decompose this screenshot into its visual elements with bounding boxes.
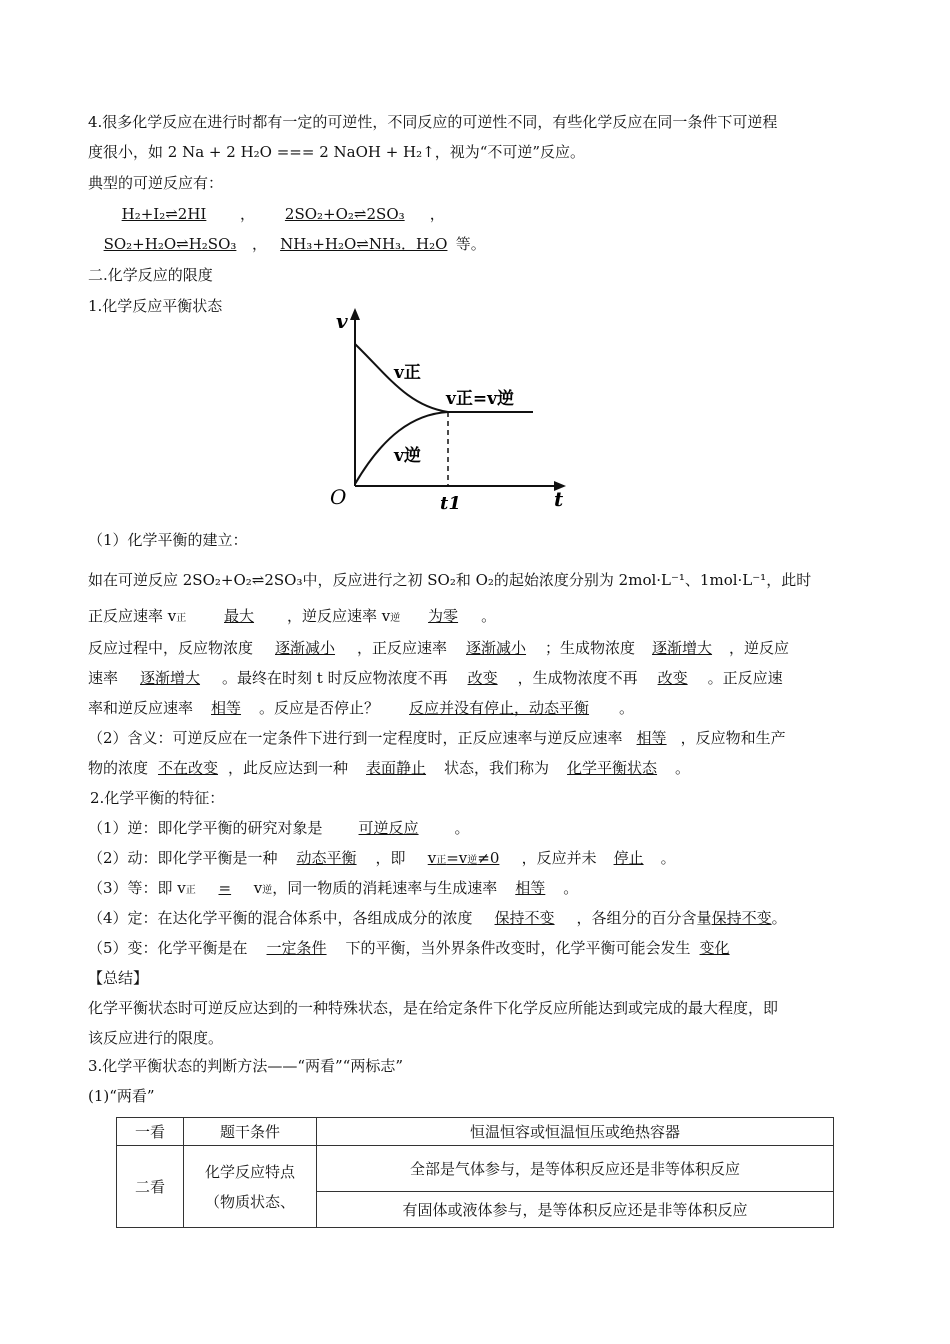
answer-k3: 相等	[515, 879, 546, 897]
answer-f1: 相等	[636, 729, 667, 747]
table-cell: 一看	[117, 1118, 184, 1146]
answer-g1: 不在改变	[158, 759, 219, 777]
est-line-e: 率和逆反应速率 相等 。反应是否停止？ 反应并没有停止，动态平衡 。	[88, 699, 635, 717]
feature-4: （4）定：在达化学平衡的混合体系中，各组成成分的浓度 保持不变 ，各组分的百分含量保持不变。	[88, 909, 787, 927]
summary-line-2: 该反应进行的限度。	[88, 1029, 224, 1047]
origin-label: O	[330, 485, 347, 509]
subsection-title: 1.化学反应平衡状态	[88, 297, 223, 315]
answer-e2: 反应并没有停止，动态平衡	[409, 699, 590, 717]
feature-2: （2）动：即化学平衡是一种 动态平衡 ，即 v正=v逆≠0 ，反应并未 停止 。	[88, 848, 676, 871]
table-cell: 化学反应特点 （物质状态、	[184, 1146, 317, 1228]
answer-m1: 一定条件	[266, 939, 327, 957]
etc-text: 等。	[455, 235, 486, 253]
table-row	[117, 1118, 834, 1146]
est-line-a: 如在可逆反应 2SO₂+O₂⇌2SO₃中，反应进行之初 SO₂和 O₂的起始浓度分别为 2mol·L⁻¹、1mol·L⁻¹，此时	[88, 571, 812, 589]
t1-label: t1	[440, 493, 461, 514]
reaction-2: 2SO₂+O₂⇌2SO₃	[284, 205, 405, 223]
est-line-c: 反应过程中，反应物浓度 逐渐减小 ，正反应速率 逐渐减小 ；生成物浓度 逐渐增大 ，逆反应	[88, 639, 790, 657]
answer-j2: v正=v逆≠0	[427, 849, 500, 867]
answer-l1: 保持不变	[494, 909, 555, 927]
reactions-row-1: H₂+I₂⇌2HI ， 2SO₂+O₂⇌2SO₃ ，	[88, 204, 445, 224]
reaction-4: NH₃+H₂O⇌NH₃．H₂O	[280, 235, 448, 253]
establishment-title: （1）化学平衡的建立：	[88, 531, 248, 549]
answer-e1: 相等	[211, 699, 242, 717]
est-line-d: 速率 逐渐增大 。最终在时刻 t 时反应物浓度不再 改变 ，生成物浓度不再 改变 。正反应速	[88, 669, 783, 687]
v-axis-label: v	[336, 309, 348, 333]
t-axis-label: t	[554, 487, 564, 511]
answer-j1: 动态平衡	[296, 849, 357, 867]
answer-d3: 改变	[657, 669, 688, 687]
table-cell: 题干条件	[184, 1118, 317, 1146]
answer-d2: 改变	[467, 669, 498, 687]
section-title: 二.化学反应的限度	[88, 266, 213, 284]
reactions-row-2: SO₂+H₂O⇌H₂SO₃ ， NH₃+H₂O⇌NH₃．H₂O 等。	[88, 234, 486, 254]
v-reverse-label: v逆	[394, 446, 421, 466]
answer-c3: 逐渐增大	[652, 639, 713, 657]
answer-g3: 化学平衡状态	[567, 759, 658, 777]
answer-k1: =	[218, 879, 232, 897]
two-look-table	[116, 1117, 834, 1228]
reaction-3: SO₂+H₂O⇌H₂SO₃	[103, 235, 237, 253]
answer-max: 最大	[224, 607, 255, 625]
summary-line-1: 化学平衡状态时可逆反应达到的一种特殊状态，是在给定条件下化学反应所能达到或完成的最大程度，即	[88, 999, 779, 1017]
reaction-1: H₂+I₂⇌2HI	[121, 205, 207, 223]
est-line-b: 正反应速率 v正 最大 ，逆反应速率 v逆 为零 。	[88, 607, 497, 625]
table-cell: 全部是气体参与，是等体积反应还是非等体积反应	[317, 1146, 834, 1192]
answer-zero: 为零	[428, 607, 459, 625]
v-axis-arrow	[350, 308, 360, 320]
feature-1: （1）逆：即化学平衡的研究对象是 可逆反应 。	[88, 819, 470, 837]
meaning-line-g: 物的浓度 不在改变 ，此反应达到一种 表面静止 状态，我们称为 化学平衡状态 。	[88, 759, 691, 777]
p4-line1: 4.很多化学反应在进行时都有一定的可逆性，不同反应的可逆性不同，有些化学反应在同一条件下可逆程	[88, 113, 778, 131]
table-row	[117, 1146, 834, 1192]
answer-m2: 变化	[699, 939, 730, 957]
rate-time-graph	[328, 306, 588, 516]
answer-g2: 表面静止	[366, 759, 427, 777]
summary-title: 【总结】	[88, 969, 149, 987]
answer-c1: 逐渐减小	[275, 639, 336, 657]
equilibrium-label: v正=v逆	[446, 389, 514, 409]
two-look-label: (1)“两看”	[88, 1087, 155, 1105]
method-title: 3.化学平衡状态的判断方法——“两看”“两标志”	[88, 1057, 403, 1075]
answer-l2: 保持不变	[711, 909, 772, 927]
meaning-line-f: （2）含义：可逆反应在一定条件下进行到一定程度时，正反应速率与逆反应速率 相等 ，反应物和生产	[88, 729, 786, 747]
answer-j3: 停止	[613, 849, 644, 867]
feature-3: （3）等：即 v正 = v逆，同一物质的消耗速率与生成速率 相等 。	[88, 879, 579, 897]
p4-line2: 度很小，如 2 Na + 2 H₂O === 2 NaOH + H₂↑，视为“不可逆”反应。	[88, 143, 586, 161]
table-cell: 恒温恒容或恒温恒压或绝热容器	[317, 1118, 834, 1146]
v-forward-label: v正	[394, 363, 421, 383]
table-cell: 二看	[117, 1146, 184, 1228]
answer-d1: 逐渐增大	[140, 669, 201, 687]
table-cell: 有固体或液体参与，是等体积反应还是非等体积反应	[317, 1192, 834, 1228]
feature-5: （5）变：化学平衡是在 一定条件 下的平衡，当外界条件改变时，化学平衡可能会发生 变化	[88, 938, 739, 958]
features-title: 2.化学平衡的特征：	[90, 789, 225, 807]
answer-c2: 逐渐减小	[466, 639, 527, 657]
answer-i1: 可逆反应	[358, 819, 419, 837]
typical-label: 典型的可逆反应有：	[88, 174, 224, 192]
